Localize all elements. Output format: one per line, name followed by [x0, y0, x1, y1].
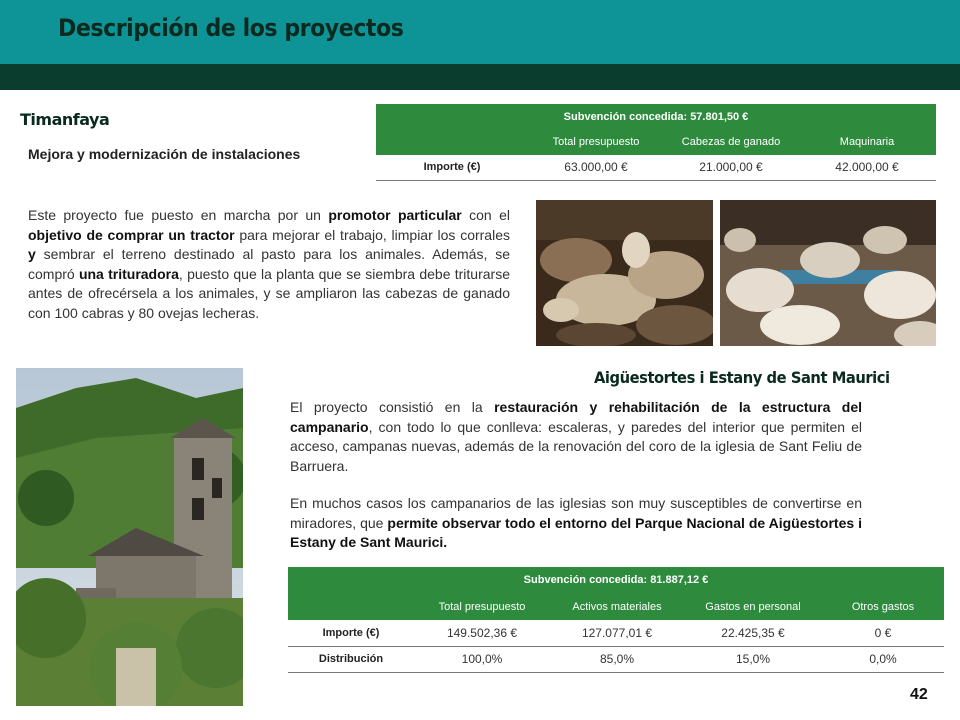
table-header-cell: Otros gastos [822, 593, 944, 620]
table-row [288, 646, 944, 672]
table-header-cell: Total presupuesto [414, 593, 550, 620]
table-cell: 63.000,00 € [528, 155, 664, 180]
table-header-cell: Maquinaria [798, 129, 936, 155]
table-header-cell [288, 593, 414, 620]
table-cell: 21.000,00 € [664, 155, 798, 180]
table-caption: Subvención concedida: 57.801,50 € [376, 104, 936, 129]
goats-photo [536, 200, 713, 346]
table-cell: 0 € [822, 620, 944, 646]
row-label: Importe (€) [376, 155, 528, 180]
page-title: Descripción de los proyectos [58, 14, 404, 42]
header-subbar [0, 64, 960, 90]
table-cell: 22.425,35 € [684, 620, 822, 646]
timanfaya-grant-table [376, 104, 936, 181]
page-number: 42 [910, 686, 928, 703]
table-header-cell: Gastos en personal [684, 593, 822, 620]
aiguestortes-grant-table [288, 567, 944, 673]
table-cell: 0,0% [822, 646, 944, 672]
table-row [376, 155, 936, 180]
table-row [288, 620, 944, 646]
timanfaya-paragraph: Este proyecto fue puesto en marcha por un promotor particular con el objetivo de comprar un tractor para mejorar el trabajo, limpiar los corrales y sembrar el terreno destinado al pasto para los animales. Además, se compró una trituradora, puesto que la planta que se siembra debe triturarse antes de ofrecérsela a los animales, y se ampliaron las cabezas de ganado con 100 cabras y 80 ovejas lecheras. [28, 207, 511, 321]
aiguestortes-paragraph-2: En muchos casos los campanarios de las iglesias son muy susceptibles de convertirse en miradores, que permite observar todo el entorno del Parque Nacional de Aigüestortes i Estany de Sant Maurici. [290, 495, 862, 550]
aiguestortes-heading: Aigüestortes i Estany de Sant Maurici [594, 368, 890, 387]
table-cell: 85,0% [550, 646, 684, 672]
table-caption: Subvención concedida: 81.887,12 € [288, 567, 944, 593]
sheep-photo [720, 200, 936, 346]
table-cell: 149.502,36 € [414, 620, 550, 646]
table-header-cell: Activos materiales [550, 593, 684, 620]
table-cell: 100,0% [414, 646, 550, 672]
table-cell: 127.077,01 € [550, 620, 684, 646]
timanfaya-heading: Timanfaya [20, 110, 110, 129]
table-header-cell: Cabezas de ganado [664, 129, 798, 155]
table-cell: 42.000,00 € [798, 155, 936, 180]
table-cell: 15,0% [684, 646, 822, 672]
row-label: Importe (€) [288, 620, 414, 646]
table-header-cell [376, 129, 528, 155]
row-label: Distribución [288, 646, 414, 672]
table-header-cell: Total presupuesto [528, 129, 664, 155]
church-photo [16, 368, 243, 706]
aiguestortes-paragraph-1: El proyecto consistió en la restauración y rehabilitación de la estructura del campanario, con todo lo que conlleva: escaleras, y paredes del interior que permiten el acceso, campanas nuevas, además de la renovación del coro de la iglesia de Sant Feliu de Barruera. [290, 399, 863, 474]
timanfaya-subtitle: Mejora y modernización de instalaciones [28, 146, 301, 162]
